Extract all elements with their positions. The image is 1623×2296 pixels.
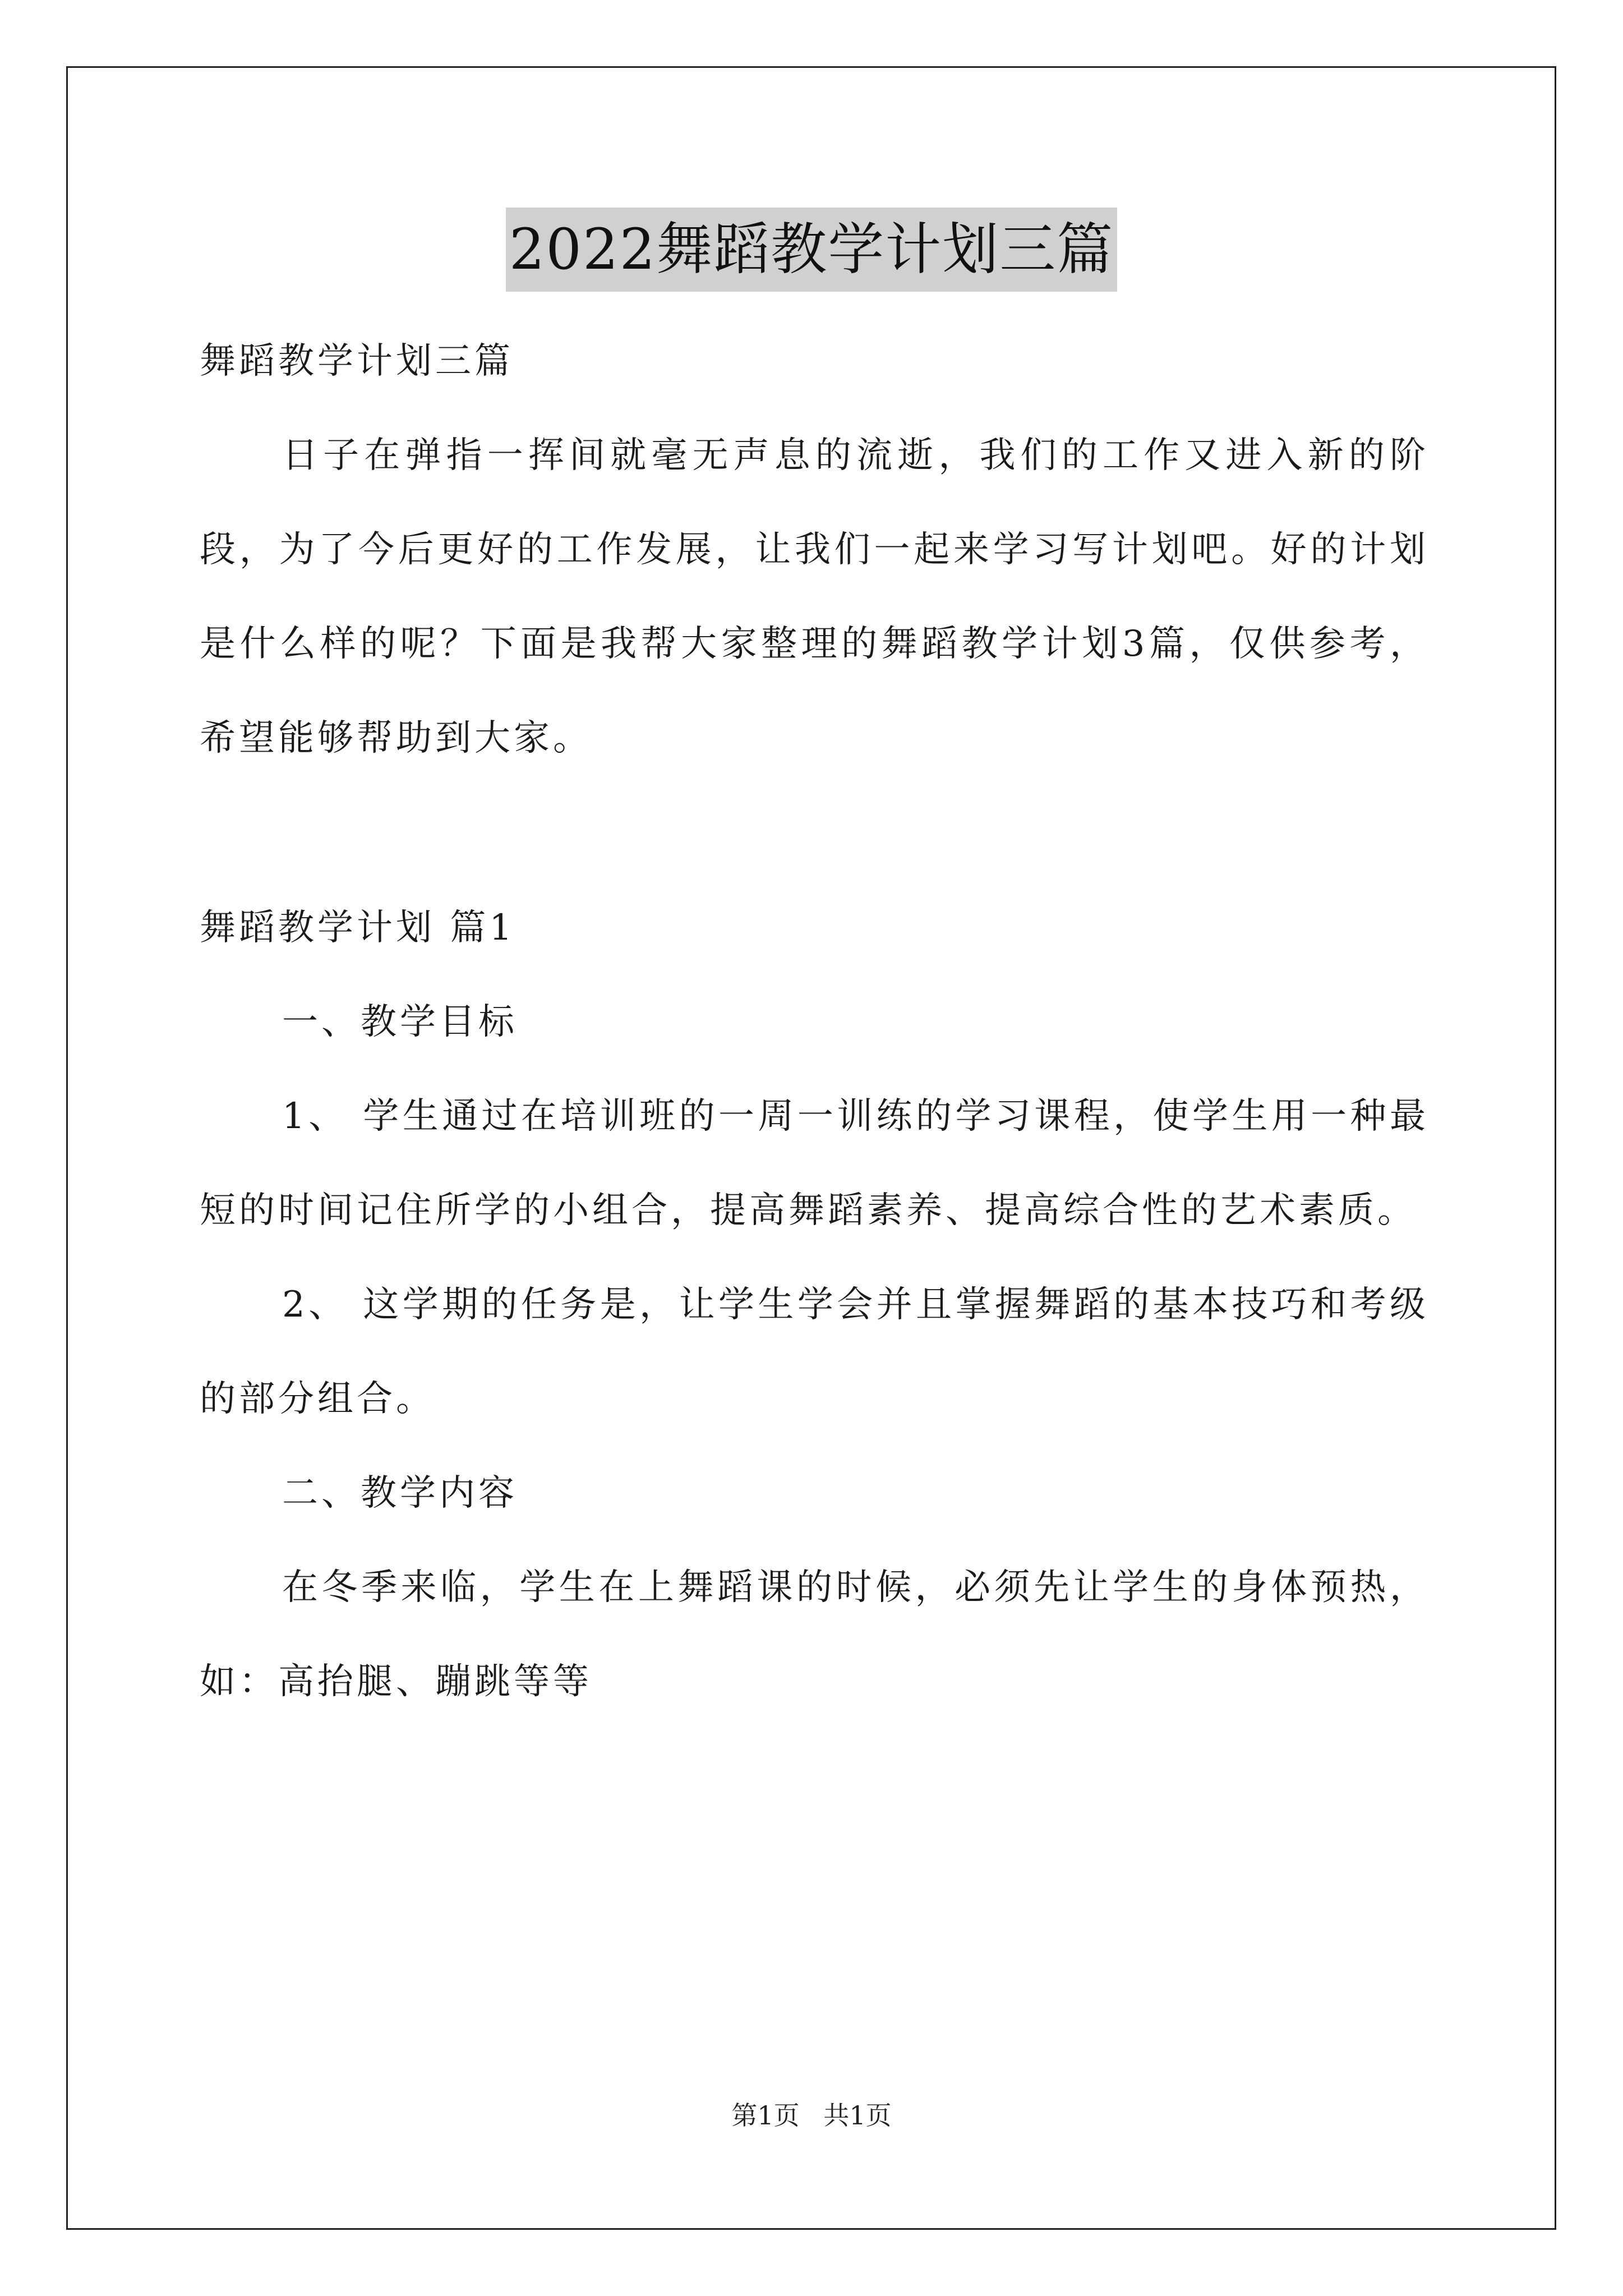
page-number: 第1页 <box>731 2100 800 2131</box>
content-paragraph: 在冬季来临，学生在上舞蹈课的时候，必须先让学生的身体预热，如：高抬腿、蹦跳等等 <box>200 1567 1429 1703</box>
intro-paragraph: 日子在弹指一挥间就毫无声息的流逝，我们的工作又进入新的阶段，为了今后更好的工作发展，让我们一起来学习写计划吧。好的计划是什么样的呢？下面是我帮大家整理的舞蹈教学计划3篇，仅供参考，希望能够帮助到大家。 <box>200 435 1429 759</box>
page-footer <box>0 2095 1623 2132</box>
section-heading: 舞蹈教学计划 篇1 <box>200 907 516 949</box>
subtitle: 舞蹈教学计划三篇 <box>200 341 514 382</box>
section-gap <box>200 785 1429 881</box>
content-heading: 二、教学内容 <box>282 1473 518 1514</box>
goal-item-1: 1、 学生通过在培训班的一周一训练的学习课程，使学生用一种最短的时间记住所学的小组合，提高舞蹈素养、提高综合性的艺术素质。 <box>200 1096 1429 1231</box>
title-container <box>0 208 1623 292</box>
page-total: 共1页 <box>823 2100 892 2131</box>
document-body <box>200 314 1429 1729</box>
goal-heading: 一、教学目标 <box>282 1001 518 1043</box>
document-title: 2022舞蹈教学计划三篇 <box>506 208 1118 292</box>
goal-item-2: 2、 这学期的任务是，让学生学会并且掌握舞蹈的基本技巧和考级的部分组合。 <box>200 1284 1429 1420</box>
